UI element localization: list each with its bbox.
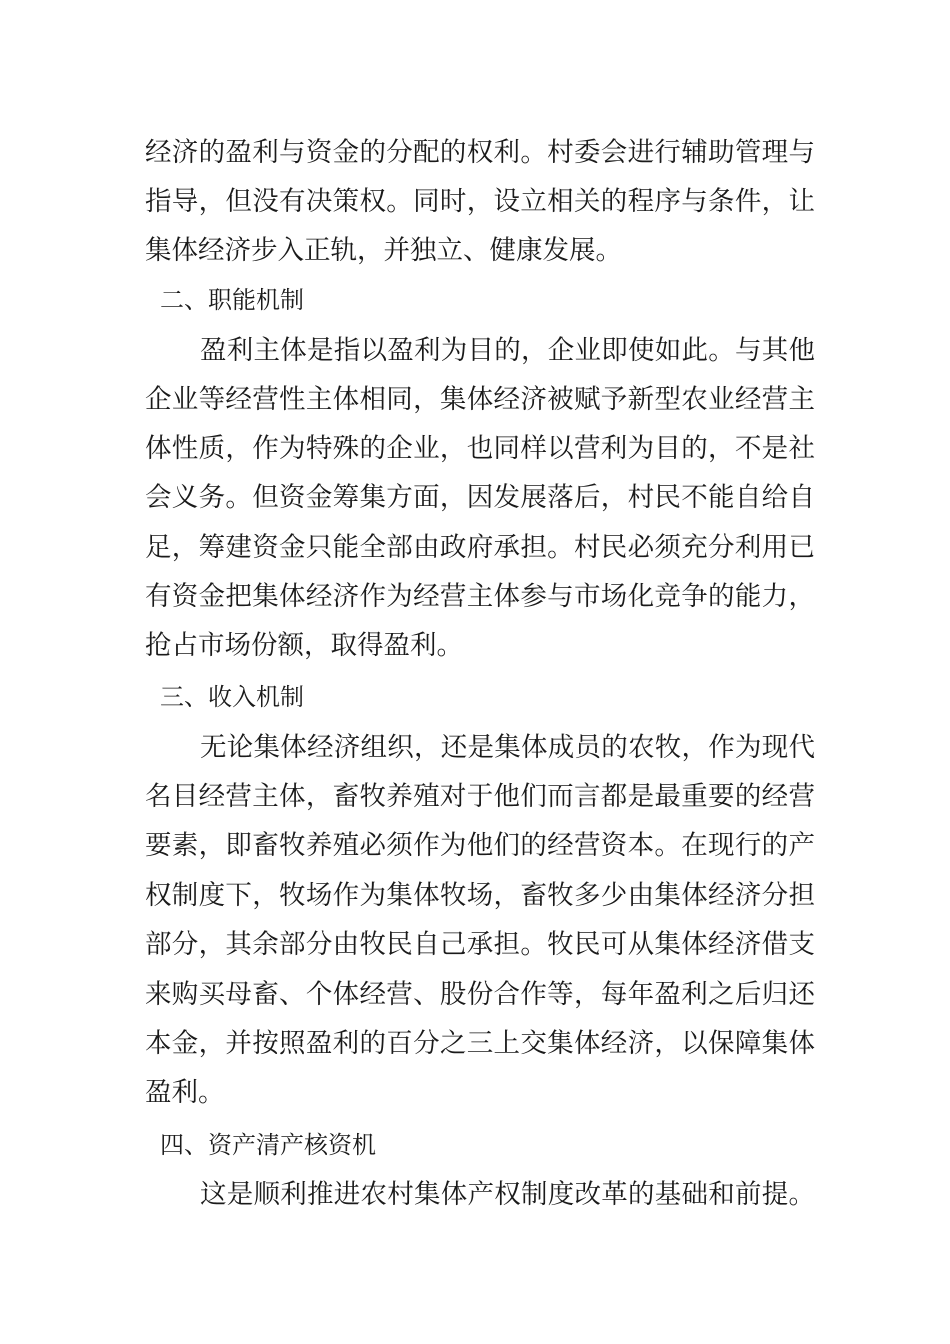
paragraph-line: 本金，并按照盈利的百分之三上交集体经济，以保障集体	[145, 1028, 815, 1059]
paragraph-line: 体性质，作为特殊的企业，也同样以营利为目的，不是社	[145, 433, 815, 464]
section-heading: 四、资产清产核资机	[160, 1131, 376, 1159]
paragraph-line: 指导，但没有决策权。同时，设立相关的程序与条件，让	[145, 186, 815, 217]
paragraph-line: 有资金把集体经济作为经营主体参与市场化竞争的能力，	[145, 581, 815, 612]
paragraph-line: 要素，即畜牧养殖必须作为他们的经营资本。在现行的产	[145, 830, 815, 861]
paragraph-line: 足，筹建资金只能全部由政府承担。村民必须充分利用已	[145, 532, 815, 563]
paragraph-line: 部分，其余部分由牧民自己承担。牧民可从集体经济借支	[145, 929, 815, 960]
paragraph-line: 集体经济步入正轨，并独立、健康发展。	[145, 235, 622, 266]
section-heading: 三、收入机制	[160, 683, 304, 711]
paragraph-line: 盈利。	[145, 1077, 225, 1108]
paragraph-line: 名目经营主体，畜牧养殖对于他们而言都是最重要的经营	[145, 781, 815, 812]
section-heading: 二、职能机制	[160, 286, 304, 314]
paragraph-line: 企业等经营性主体相同，集体经济被赋予新型农业经营主	[145, 384, 815, 415]
paragraph-line: 会义务。但资金筹集方面，因发展落后，村民不能自给自	[145, 482, 815, 513]
paragraph-line: 权制度下，牧场作为集体牧场，畜牧多少由集体经济分担	[145, 880, 815, 911]
paragraph-line: 经济的盈利与资金的分配的权利。村委会进行辅助管理与	[145, 137, 815, 168]
paragraph-line: 这是顺利推进农村集体产权制度改革的基础和前提。	[200, 1179, 815, 1210]
paragraph-line: 来购买母畜、个体经营、股份合作等，每年盈利之后归还	[145, 979, 815, 1010]
paragraph-line: 盈利主体是指以盈利为目的，企业即使如此。与其他	[200, 335, 815, 366]
paragraph-line: 抢占市场份额，取得盈利。	[145, 630, 463, 661]
paragraph-line: 无论集体经济组织，还是集体成员的农牧，作为现代	[200, 732, 815, 763]
